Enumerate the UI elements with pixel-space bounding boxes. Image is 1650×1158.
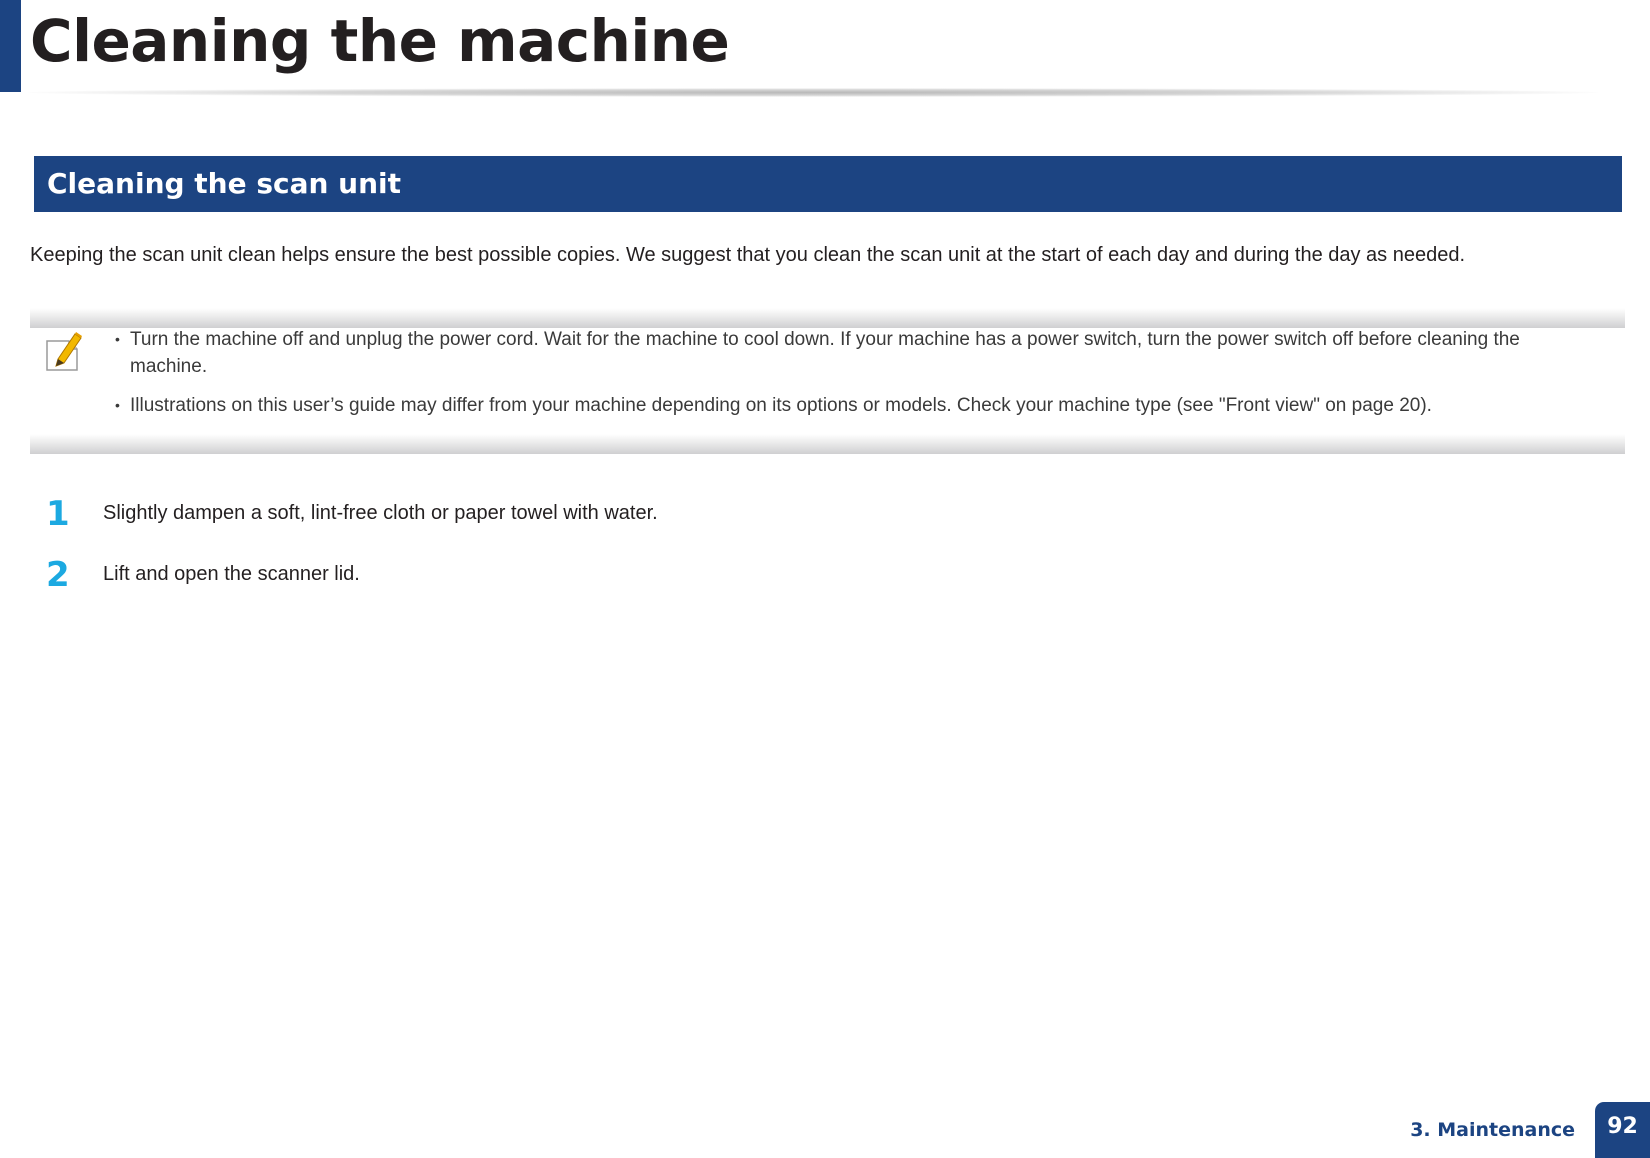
page-title: Cleaning the machine — [30, 7, 730, 75]
note-top-border — [30, 308, 1625, 328]
step-text: Slightly dampen a soft, lint-free cloth or paper towel with water. — [103, 502, 658, 524]
step-number: 2 — [46, 555, 70, 595]
note-bottom-border — [30, 434, 1625, 454]
title-accent-bar — [0, 0, 21, 92]
step-text: Lift and open the scanner lid. — [103, 563, 360, 585]
note-pencil-icon — [44, 329, 84, 373]
note-item: • Turn the machine off and unplug the power cord. Wait for the machine to cool down. If your machine has a power switch, turn the power switch off before cleaning the machine. — [115, 326, 1595, 380]
page-number-badge: 92 — [1595, 1102, 1650, 1158]
note-item: • Illustrations on this user’s guide may differ from your machine depending on its options or models. Check your machine type (see "Front view" on page 20). — [115, 392, 1595, 419]
section-header — [34, 156, 1622, 212]
intro-paragraph: Keeping the scan unit clean helps ensure the best possible copies. We suggest that you clean the scan unit at the start of each day and during the day as needed. — [30, 244, 1466, 266]
section-title: Cleaning the scan unit — [47, 167, 402, 200]
step-number: 1 — [46, 494, 70, 534]
title-divider — [28, 88, 1598, 97]
footer-chapter-label: 3. Maintenance — [1410, 1119, 1575, 1141]
note-list — [115, 326, 1595, 431]
